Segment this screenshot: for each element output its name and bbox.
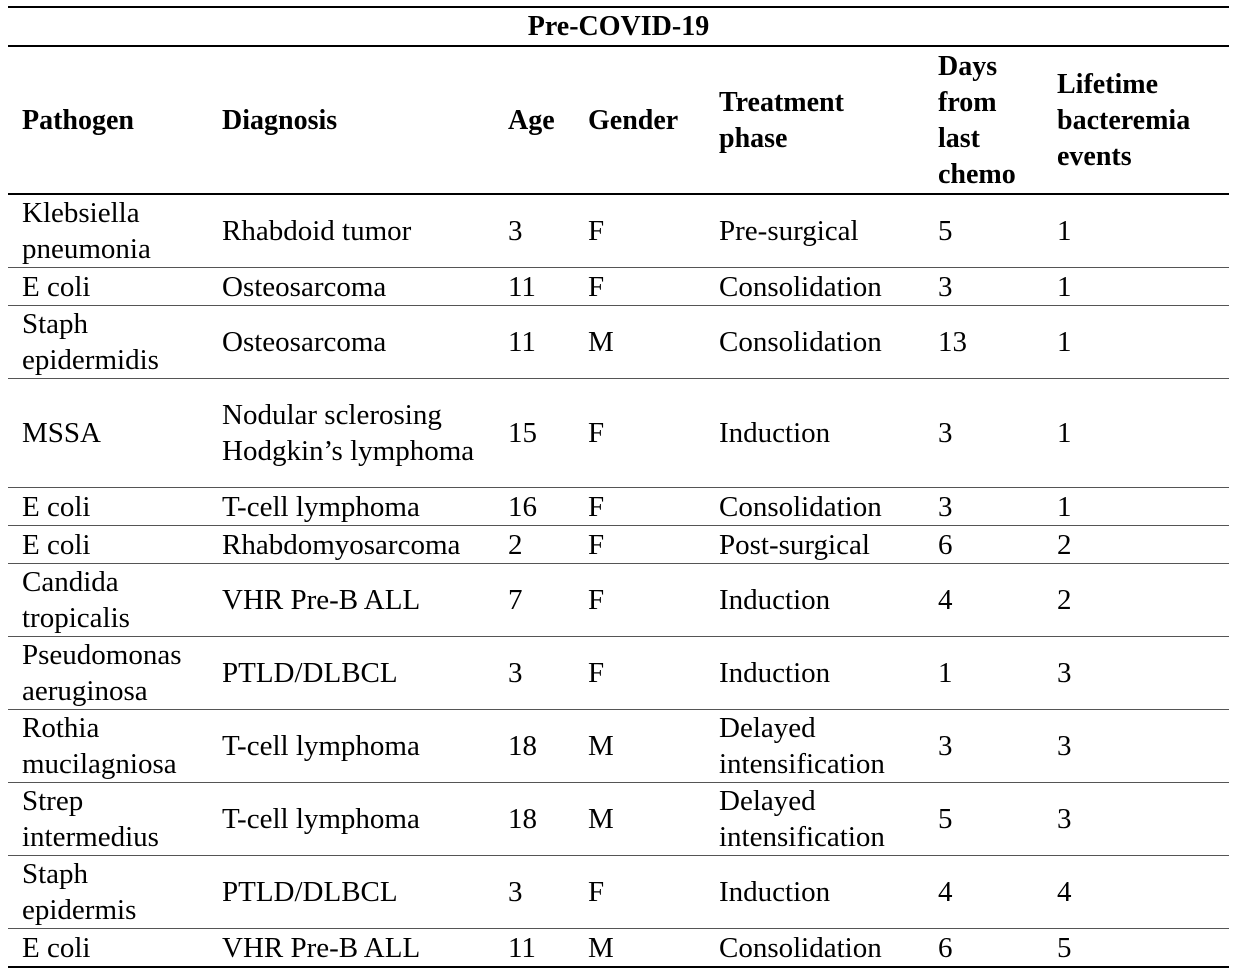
- cell-pathogen: E coli: [8, 929, 208, 968]
- cell-diagnosis: PTLD/DLBCL: [208, 856, 494, 929]
- cell-lifetime-bacteremia-events: 4: [1043, 856, 1229, 929]
- cell-treatment-phase: Consolidation: [705, 306, 924, 379]
- cell-days-from-last-chemo: 5: [924, 194, 1043, 268]
- table-row: [8, 929, 1229, 968]
- table-row: [8, 268, 1229, 306]
- header-lifetime-bacteremia-events: Lifetime bacteremia events: [1043, 46, 1229, 194]
- cell-gender: F: [574, 194, 705, 268]
- cell-diagnosis: VHR Pre-B ALL: [208, 564, 494, 637]
- cell-pathogen: Candida tropicalis: [8, 564, 208, 637]
- cell-lifetime-bacteremia-events: 1: [1043, 379, 1229, 488]
- header-treatment-phase: Treatment phase: [705, 46, 924, 194]
- cell-lifetime-bacteremia-events: 1: [1043, 488, 1229, 526]
- cell-pathogen: MSSA: [8, 379, 208, 488]
- cell-age: 18: [494, 710, 574, 783]
- cell-gender: F: [574, 564, 705, 637]
- table-row: [8, 856, 1229, 929]
- cell-treatment-phase: Post-surgical: [705, 526, 924, 564]
- cell-pathogen: E coli: [8, 526, 208, 564]
- table-container: [8, 6, 1229, 968]
- cell-days-from-last-chemo: 5: [924, 783, 1043, 856]
- cell-gender: M: [574, 306, 705, 379]
- table-row: [8, 710, 1229, 783]
- cell-pathogen: Klebsiella pneumonia: [8, 194, 208, 268]
- cell-treatment-phase: Induction: [705, 564, 924, 637]
- cell-age: 3: [494, 856, 574, 929]
- table-row: [8, 783, 1229, 856]
- cell-gender: F: [574, 488, 705, 526]
- cell-treatment-phase: Consolidation: [705, 929, 924, 968]
- header-days-from-last-chemo: Days from last chemo: [924, 46, 1043, 194]
- cell-gender: M: [574, 783, 705, 856]
- cell-gender: F: [574, 856, 705, 929]
- bacteremia-table: [8, 6, 1229, 968]
- cell-gender: F: [574, 268, 705, 306]
- cell-pathogen: Staph epidermis: [8, 856, 208, 929]
- header-row: [8, 46, 1229, 194]
- table-title: Pre-COVID-19: [8, 7, 1229, 46]
- table-row: [8, 194, 1229, 268]
- cell-treatment-phase: Induction: [705, 637, 924, 710]
- cell-pathogen: Rothia mucilagniosa: [8, 710, 208, 783]
- cell-age: 11: [494, 306, 574, 379]
- cell-lifetime-bacteremia-events: 2: [1043, 526, 1229, 564]
- cell-treatment-phase: Consolidation: [705, 488, 924, 526]
- cell-lifetime-bacteremia-events: 2: [1043, 564, 1229, 637]
- cell-diagnosis: T-cell lymphoma: [208, 488, 494, 526]
- cell-gender: F: [574, 526, 705, 564]
- cell-days-from-last-chemo: 4: [924, 564, 1043, 637]
- cell-days-from-last-chemo: 13: [924, 306, 1043, 379]
- cell-age: 18: [494, 783, 574, 856]
- cell-age: 7: [494, 564, 574, 637]
- cell-diagnosis: Rhabdomyosarcoma: [208, 526, 494, 564]
- cell-lifetime-bacteremia-events: 3: [1043, 783, 1229, 856]
- cell-diagnosis: Osteosarcoma: [208, 306, 494, 379]
- cell-days-from-last-chemo: 1: [924, 637, 1043, 710]
- cell-days-from-last-chemo: 3: [924, 268, 1043, 306]
- cell-age: 11: [494, 268, 574, 306]
- cell-lifetime-bacteremia-events: 1: [1043, 194, 1229, 268]
- cell-lifetime-bacteremia-events: 3: [1043, 637, 1229, 710]
- cell-pathogen: Strep intermedius: [8, 783, 208, 856]
- cell-diagnosis: VHR Pre-B ALL: [208, 929, 494, 968]
- cell-diagnosis: Nodular sclerosing Hodgkin’s lymphoma: [208, 379, 494, 488]
- table-row: [8, 379, 1229, 488]
- table-title-row: [8, 7, 1229, 46]
- cell-pathogen: E coli: [8, 488, 208, 526]
- table-row: [8, 637, 1229, 710]
- table-body: [8, 194, 1229, 967]
- table-row: [8, 526, 1229, 564]
- cell-treatment-phase: Delayed intensification: [705, 783, 924, 856]
- cell-gender: F: [574, 637, 705, 710]
- cell-lifetime-bacteremia-events: 1: [1043, 268, 1229, 306]
- cell-treatment-phase: Pre-surgical: [705, 194, 924, 268]
- cell-lifetime-bacteremia-events: 1: [1043, 306, 1229, 379]
- cell-pathogen: Pseudomonas aeruginosa: [8, 637, 208, 710]
- cell-gender: F: [574, 379, 705, 488]
- table-row: [8, 564, 1229, 637]
- cell-days-from-last-chemo: 4: [924, 856, 1043, 929]
- cell-treatment-phase: Induction: [705, 379, 924, 488]
- cell-days-from-last-chemo: 6: [924, 929, 1043, 968]
- cell-diagnosis: Osteosarcoma: [208, 268, 494, 306]
- table-row: [8, 306, 1229, 379]
- cell-treatment-phase: Delayed intensification: [705, 710, 924, 783]
- cell-age: 2: [494, 526, 574, 564]
- cell-days-from-last-chemo: 3: [924, 488, 1043, 526]
- cell-lifetime-bacteremia-events: 5: [1043, 929, 1229, 968]
- cell-diagnosis: PTLD/DLBCL: [208, 637, 494, 710]
- cell-gender: M: [574, 710, 705, 783]
- cell-age: 3: [494, 637, 574, 710]
- header-age: Age: [494, 46, 574, 194]
- cell-age: 16: [494, 488, 574, 526]
- table-row: [8, 488, 1229, 526]
- cell-age: 3: [494, 194, 574, 268]
- header-diagnosis: Diagnosis: [208, 46, 494, 194]
- cell-treatment-phase: Induction: [705, 856, 924, 929]
- cell-lifetime-bacteremia-events: 3: [1043, 710, 1229, 783]
- cell-pathogen: Staph epidermidis: [8, 306, 208, 379]
- cell-diagnosis: Rhabdoid tumor: [208, 194, 494, 268]
- header-pathogen: Pathogen: [8, 46, 208, 194]
- cell-gender: M: [574, 929, 705, 968]
- cell-treatment-phase: Consolidation: [705, 268, 924, 306]
- cell-age: 15: [494, 379, 574, 488]
- cell-diagnosis: T-cell lymphoma: [208, 710, 494, 783]
- cell-age: 11: [494, 929, 574, 968]
- cell-days-from-last-chemo: 6: [924, 526, 1043, 564]
- cell-days-from-last-chemo: 3: [924, 710, 1043, 783]
- cell-days-from-last-chemo: 3: [924, 379, 1043, 488]
- cell-pathogen: E coli: [8, 268, 208, 306]
- cell-diagnosis: T-cell lymphoma: [208, 783, 494, 856]
- header-gender: Gender: [574, 46, 705, 194]
